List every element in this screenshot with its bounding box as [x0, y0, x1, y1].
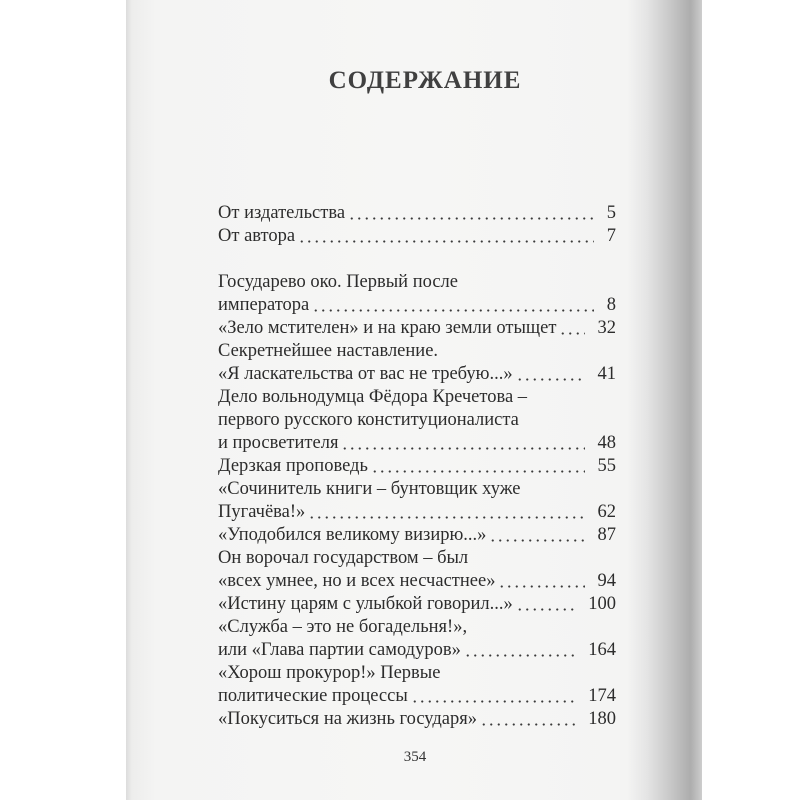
toc-entry-text: или «Глава партии самодуров» [218, 640, 461, 660]
toc-dot-leader [341, 432, 584, 455]
toc-entry-text: «Уподобился великому визирю...» [218, 525, 487, 545]
toc-line [218, 685, 616, 708]
toc-line [218, 202, 616, 225]
toc-line [218, 662, 616, 685]
toc-entry-text: Государево око. Первый после [218, 272, 458, 292]
toc-dot-leader [516, 363, 585, 386]
toc-entry [218, 547, 616, 593]
toc-page-number: 8 [606, 295, 616, 315]
toc-entry-text: и просветителя [218, 433, 339, 453]
toc-line [218, 524, 616, 547]
toc-line [218, 501, 616, 524]
toc-line [218, 317, 616, 340]
toc-entry [218, 386, 616, 455]
toc-dot-leader [411, 685, 575, 708]
toc-page-number: 7 [606, 226, 616, 246]
toc-line [218, 409, 616, 432]
toc-page-number: 100 [588, 594, 616, 614]
toc-dot-leader [308, 501, 584, 524]
toc-entry-text: императора [218, 295, 310, 315]
toc-entry-text: «Служба – это не богадельня!», [218, 617, 468, 637]
toc-dot-leader [464, 639, 575, 662]
toc-entry-text: Пугачёва!» [218, 502, 306, 522]
toc-line [218, 340, 616, 363]
toc-entry [218, 708, 616, 731]
table-of-contents [218, 202, 616, 731]
toc-entry [218, 455, 616, 478]
toc-entry [218, 225, 616, 248]
toc-entry [218, 340, 616, 386]
toc-entry-text: «Сочинитель книги – бунтовщик хуже [218, 479, 521, 499]
toc-dot-leader [516, 593, 576, 616]
toc-entry-text: От издательства [218, 203, 346, 223]
toc-entry-text: От автора [218, 226, 296, 246]
toc-entry [218, 616, 616, 662]
toc-page-number: 55 [597, 456, 616, 476]
toc-entry-text: «Истину царям с улыбкой говорил...» [218, 594, 513, 614]
toc-line [218, 225, 616, 248]
toc-entry [218, 478, 616, 524]
toc-dot-leader [480, 708, 575, 731]
toc-page-number: 32 [597, 318, 616, 338]
toc-entry-text: Он ворочал государством – был [218, 548, 469, 568]
page-title: СОДЕРЖАНИЕ [328, 67, 522, 94]
toc-line [218, 294, 616, 317]
toc-dot-leader [498, 570, 584, 593]
toc-page-number: 48 [597, 433, 616, 453]
toc-page-number: 164 [588, 640, 616, 660]
toc-dot-leader [559, 317, 584, 340]
toc-page-number: 41 [597, 364, 616, 384]
toc-line [218, 593, 616, 616]
toc-page-number: 5 [606, 203, 616, 223]
toc-entry-text: «Зело мстителен» и на краю земли отыщет [218, 318, 557, 338]
toc-dot-leader [489, 524, 584, 547]
toc-line [218, 363, 616, 386]
toc-dot-leader [348, 202, 594, 225]
toc-entry [218, 524, 616, 547]
toc-line [218, 478, 616, 501]
toc-entry [218, 271, 616, 317]
toc-entry-text: Дело вольнодумца Фёдора Кречетова – [218, 387, 528, 407]
toc-page-number: 87 [597, 525, 616, 545]
toc-entry-text: «всех умнее, но и всех несчастнее» [218, 571, 496, 591]
toc-entry [218, 202, 616, 225]
toc-line [218, 432, 616, 455]
toc-line [218, 570, 616, 593]
toc-dot-leader [298, 225, 594, 248]
toc-entry-text: Секретнейшее наставление. [218, 341, 439, 361]
toc-line [218, 547, 616, 570]
toc-entry-text: Дерзкая проповедь [218, 456, 368, 476]
toc-entry-text: «Покуситься на жизнь государя» [218, 709, 478, 729]
toc-entry-text: «Я ласкательства от вас не требую...» [218, 364, 513, 384]
toc-line [218, 639, 616, 662]
toc-dot-leader [312, 294, 593, 317]
toc-line [218, 455, 616, 478]
toc-entry [218, 593, 616, 616]
toc-entry-text: «Хорош прокурор!» Первые [218, 663, 441, 683]
toc-entry [218, 317, 616, 340]
page-number: 354 [403, 749, 427, 765]
toc-line [218, 616, 616, 639]
toc-entry [218, 662, 616, 708]
toc-dot-leader [371, 455, 585, 478]
toc-page-number: 174 [588, 686, 616, 706]
toc-page-number: 94 [597, 571, 616, 591]
toc-line [218, 271, 616, 294]
toc-page-number: 62 [597, 502, 616, 522]
toc-entry-text: первого русского конституционалиста [218, 410, 519, 430]
toc-line [218, 386, 616, 409]
toc-line [218, 708, 616, 731]
toc-entry-text: политические процессы [218, 686, 408, 706]
toc-page-number: 180 [588, 709, 616, 729]
